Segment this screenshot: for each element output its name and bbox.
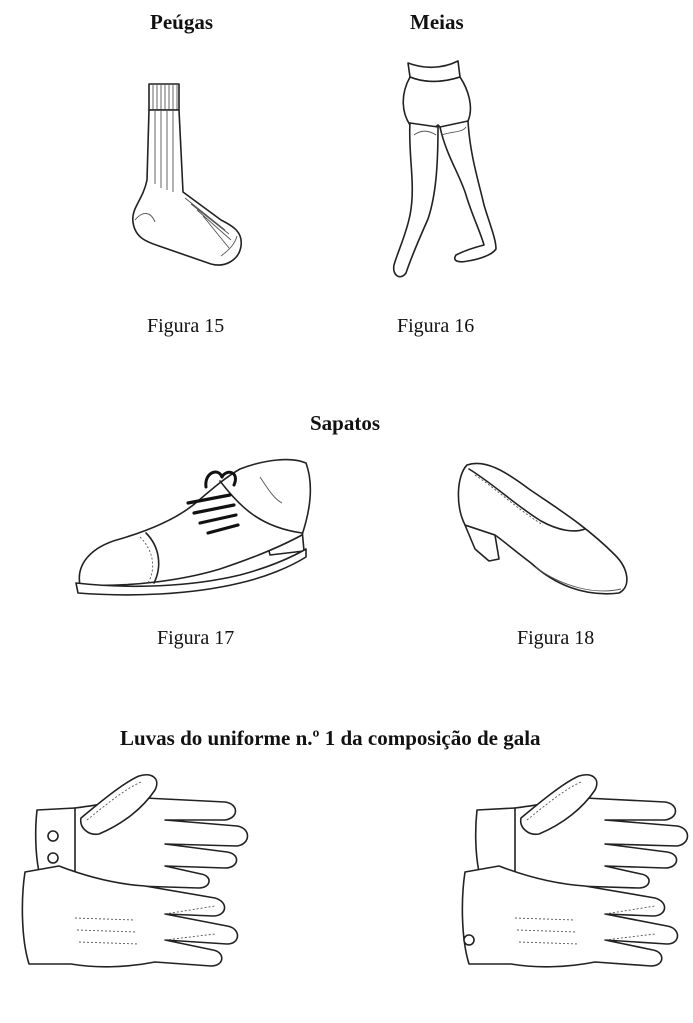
stockings-illustration [380, 55, 510, 285]
caption-figura-18: Figura 18 [517, 627, 595, 649]
heading-luvas: Luvas do uniforme n.º 1 da composição de gala [120, 726, 541, 750]
caption-figura-15: Figura 15 [147, 315, 225, 337]
heading-sapatos: Sapatos [310, 411, 381, 435]
caption-figura-17: Figura 17 [157, 627, 235, 649]
heading-peugas: Peúgas [150, 10, 213, 34]
gloves-pair-illustration-left [15, 768, 275, 983]
heading-meias: Meias [410, 10, 464, 34]
gloves-pair-illustration-right [455, 768, 693, 983]
sock-illustration [125, 80, 255, 270]
caption-figura-16: Figura 16 [397, 315, 475, 337]
pump-shoe-illustration [445, 455, 635, 605]
oxford-shoe-illustration [70, 455, 320, 605]
